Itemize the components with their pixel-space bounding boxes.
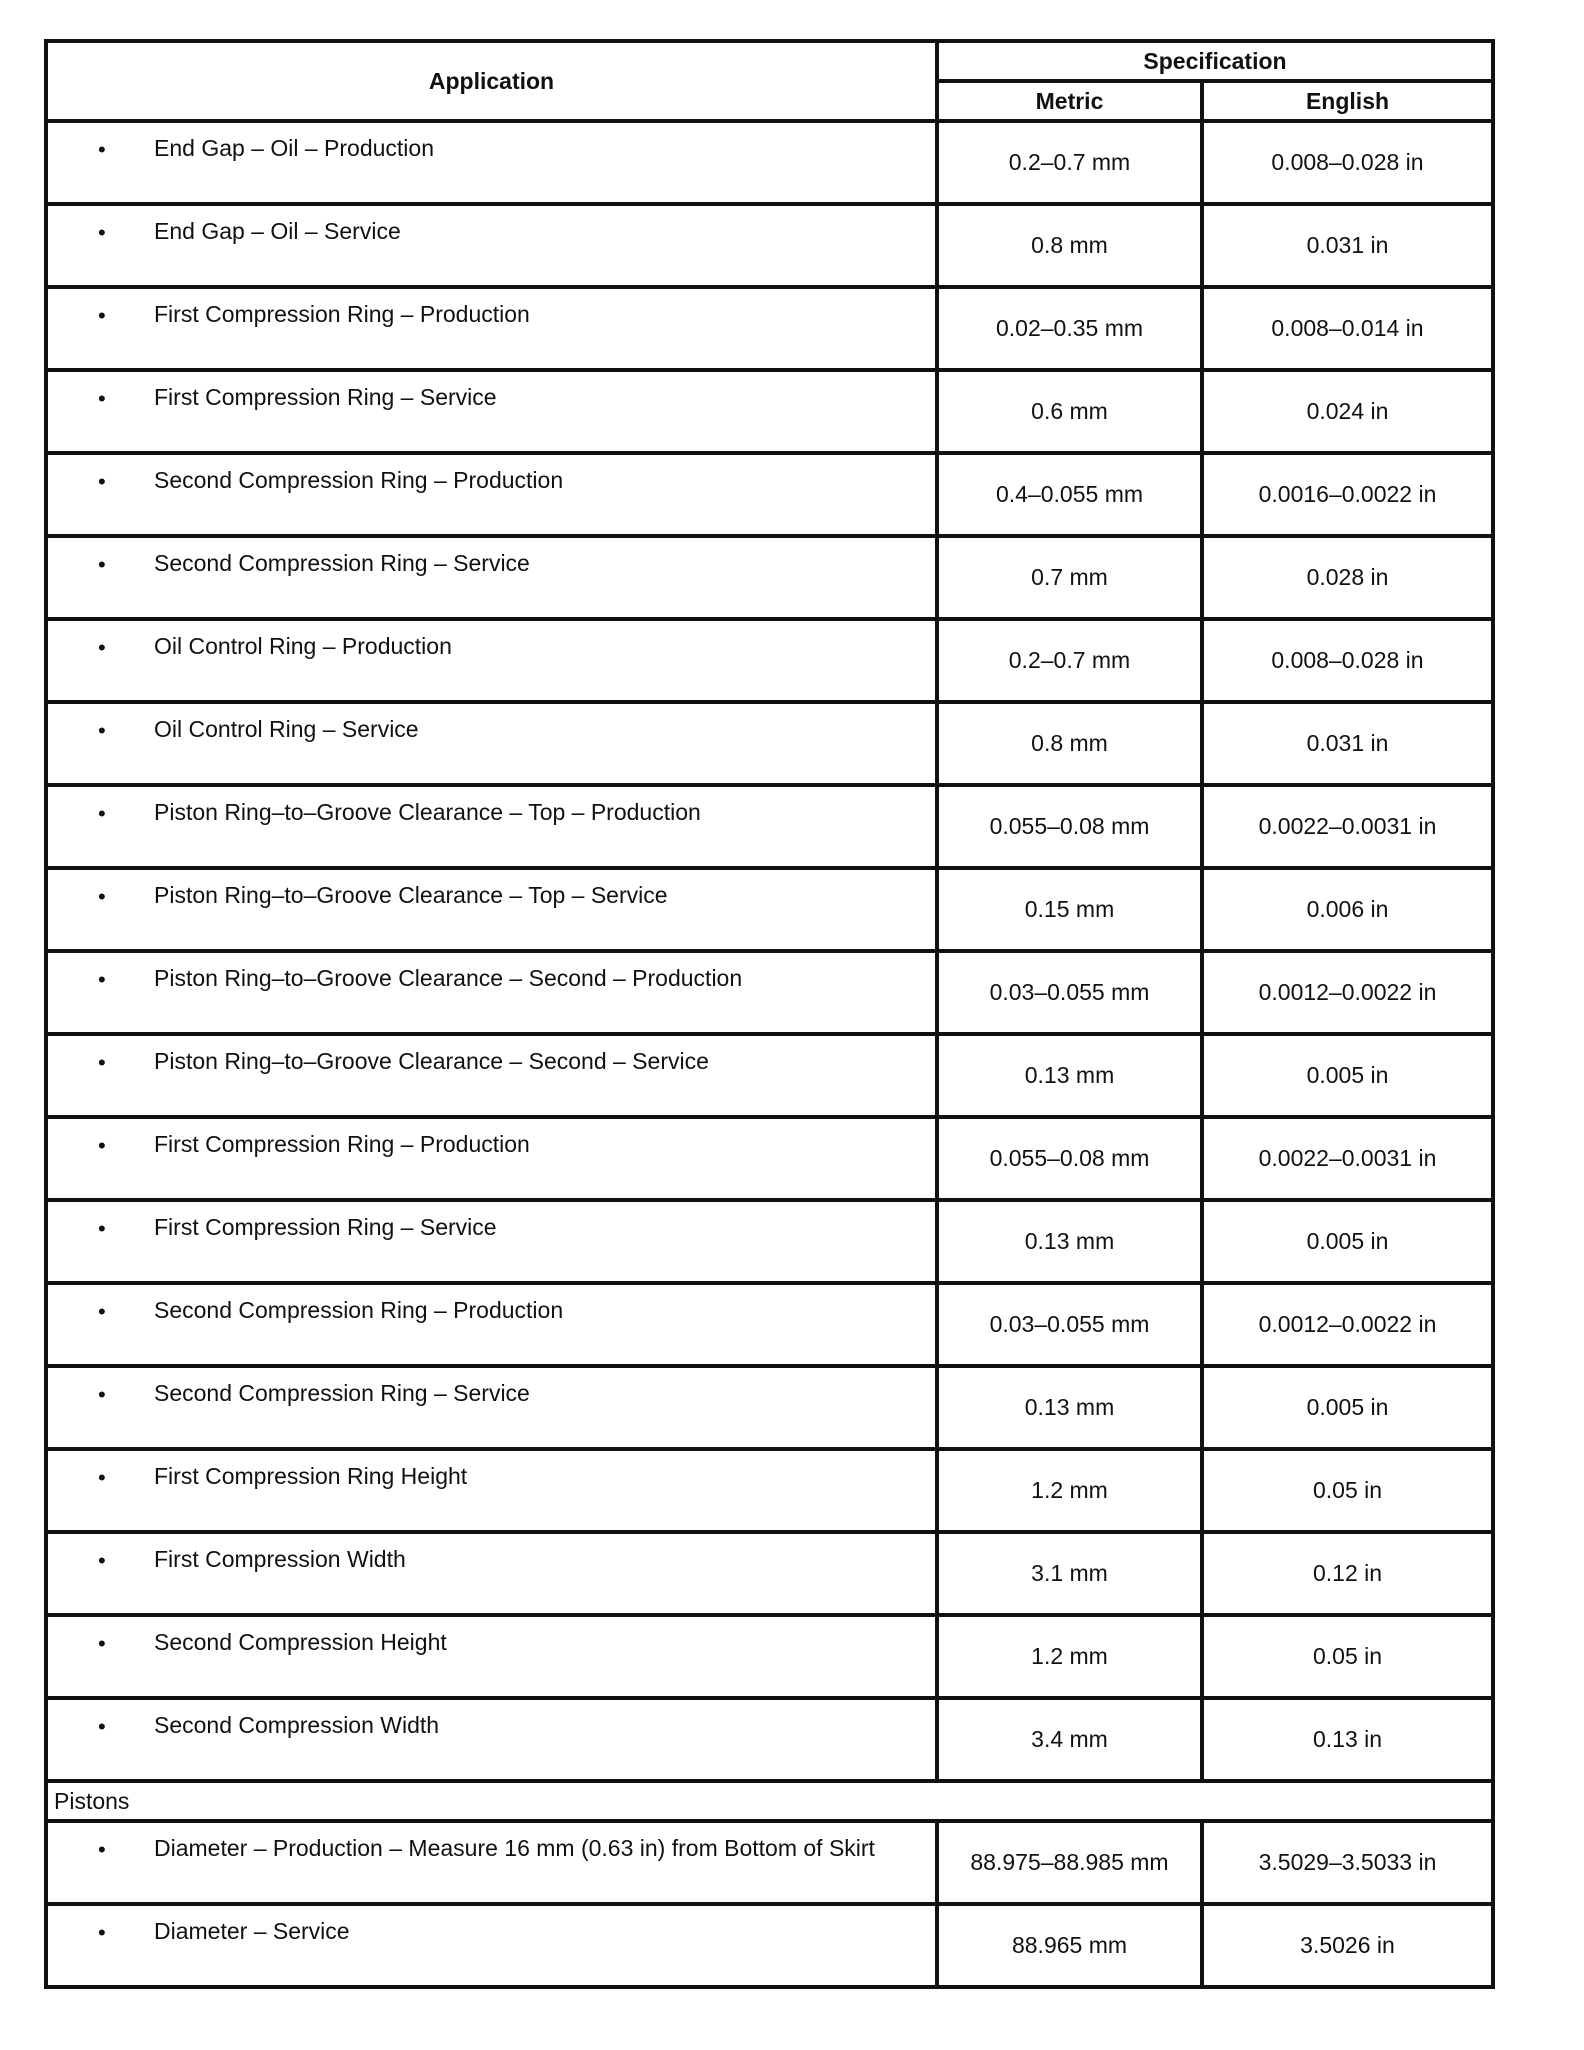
metric-value: 0.8 mm xyxy=(937,702,1202,785)
metric-value: 88.965 mm xyxy=(937,1904,1202,1987)
bullet-icon: • xyxy=(98,1714,106,1739)
bullet-icon: • xyxy=(98,1050,106,1075)
metric-value: 0.2–0.7 mm xyxy=(937,619,1202,702)
application-text: Oil Control Ring – Service xyxy=(154,716,419,742)
application-text: Second Compression Ring – Service xyxy=(154,1380,530,1406)
bullet-icon: • xyxy=(98,386,106,411)
english-value: 0.024 in xyxy=(1202,370,1493,453)
english-value: 0.008–0.028 in xyxy=(1202,121,1493,204)
metric-value: 0.13 mm xyxy=(937,1034,1202,1117)
application-cell xyxy=(46,702,937,785)
bullet-icon: • xyxy=(98,469,106,494)
application-text: Piston Ring–to–Groove Clearance – Second – Service xyxy=(154,1048,709,1074)
application-text: First Compression Ring – Production xyxy=(154,301,530,327)
application-text: First Compression Ring – Service xyxy=(154,1214,497,1240)
table-row xyxy=(46,619,1493,702)
bullet-icon: • xyxy=(98,635,106,660)
english-value: 0.0012–0.0022 in xyxy=(1202,951,1493,1034)
table-row xyxy=(46,1117,1493,1200)
bullet-icon: • xyxy=(98,801,106,826)
table-row xyxy=(46,1283,1493,1366)
table-row xyxy=(46,868,1493,951)
english-value: 0.0022–0.0031 in xyxy=(1202,1117,1493,1200)
bullet-icon: • xyxy=(98,1382,106,1407)
metric-value: 0.02–0.35 mm xyxy=(937,287,1202,370)
application-cell xyxy=(46,1283,937,1366)
english-value: 0.006 in xyxy=(1202,868,1493,951)
bullet-icon: • xyxy=(98,1133,106,1158)
table-row xyxy=(46,453,1493,536)
table-row xyxy=(46,1698,1493,1781)
table-row xyxy=(46,370,1493,453)
bullet-icon: • xyxy=(98,1920,106,1945)
english-value: 0.05 in xyxy=(1202,1615,1493,1698)
bullet-icon: • xyxy=(98,1216,106,1241)
english-value: 0.031 in xyxy=(1202,204,1493,287)
english-value: 0.12 in xyxy=(1202,1532,1493,1615)
metric-value: 88.975–88.985 mm xyxy=(937,1821,1202,1904)
header-application: Application xyxy=(46,41,937,121)
application-text: Second Compression Ring – Production xyxy=(154,467,564,493)
section-title: Pistons xyxy=(46,1781,1493,1821)
bullet-icon: • xyxy=(98,884,106,909)
header-specification: Specification xyxy=(937,41,1493,81)
header-metric: Metric xyxy=(937,81,1202,121)
application-text: End Gap – Oil – Service xyxy=(154,218,401,244)
table-row xyxy=(46,1904,1493,1987)
table-row xyxy=(46,1821,1493,1904)
table-row xyxy=(46,1449,1493,1532)
application-text: Second Compression Width xyxy=(154,1712,440,1738)
metric-value: 1.2 mm xyxy=(937,1449,1202,1532)
spec-table xyxy=(44,39,1495,1989)
english-value: 0.13 in xyxy=(1202,1698,1493,1781)
metric-value: 0.7 mm xyxy=(937,536,1202,619)
application-cell xyxy=(46,1532,937,1615)
table-row xyxy=(46,1034,1493,1117)
table-row xyxy=(46,785,1493,868)
bullet-icon: • xyxy=(98,718,106,743)
application-cell xyxy=(46,785,937,868)
application-text: Piston Ring–to–Groove Clearance – Second – Production xyxy=(154,965,743,991)
application-text: Oil Control Ring – Production xyxy=(154,633,452,659)
bullet-icon: • xyxy=(98,220,106,245)
bullet-icon: • xyxy=(98,967,106,992)
application-text: Diameter – Production – Measure 16 mm (0.63 in) from Bottom of Skirt xyxy=(154,1835,875,1861)
table-row xyxy=(46,702,1493,785)
english-value: 0.005 in xyxy=(1202,1366,1493,1449)
application-text: Second Compression Ring – Production xyxy=(154,1297,564,1323)
table-row xyxy=(46,1615,1493,1698)
bullet-icon: • xyxy=(98,1465,106,1490)
application-cell xyxy=(46,1117,937,1200)
application-cell xyxy=(46,370,937,453)
metric-value: 0.8 mm xyxy=(937,204,1202,287)
application-cell xyxy=(46,204,937,287)
english-value: 0.0022–0.0031 in xyxy=(1202,785,1493,868)
application-text: First Compression Ring – Production xyxy=(154,1131,530,1157)
metric-value: 0.6 mm xyxy=(937,370,1202,453)
table-row xyxy=(46,121,1493,204)
english-value: 0.0016–0.0022 in xyxy=(1202,453,1493,536)
metric-value: 0.055–0.08 mm xyxy=(937,1117,1202,1200)
english-value: 0.008–0.028 in xyxy=(1202,619,1493,702)
table-row xyxy=(46,1200,1493,1283)
table-row xyxy=(46,1366,1493,1449)
metric-value: 0.4–0.055 mm xyxy=(937,453,1202,536)
application-cell xyxy=(46,1698,937,1781)
table-row xyxy=(46,536,1493,619)
application-cell xyxy=(46,1034,937,1117)
metric-value: 0.2–0.7 mm xyxy=(937,121,1202,204)
bullet-icon: • xyxy=(98,303,106,328)
metric-value: 3.1 mm xyxy=(937,1532,1202,1615)
application-cell xyxy=(46,536,937,619)
metric-value: 3.4 mm xyxy=(937,1698,1202,1781)
metric-value: 0.055–0.08 mm xyxy=(937,785,1202,868)
english-value: 0.008–0.014 in xyxy=(1202,287,1493,370)
header-english: English xyxy=(1202,81,1493,121)
english-value: 0.0012–0.0022 in xyxy=(1202,1283,1493,1366)
application-cell xyxy=(46,1366,937,1449)
application-cell xyxy=(46,619,937,702)
application-text: First Compression Ring Height xyxy=(154,1463,468,1489)
english-value: 0.05 in xyxy=(1202,1449,1493,1532)
application-cell xyxy=(46,287,937,370)
english-value: 3.5029–3.5033 in xyxy=(1202,1821,1493,1904)
application-text: Diameter – Service xyxy=(154,1918,350,1944)
application-cell xyxy=(46,1200,937,1283)
application-text: End Gap – Oil – Production xyxy=(154,135,434,161)
table-row xyxy=(46,204,1493,287)
bullet-icon: • xyxy=(98,137,106,162)
bullet-icon: • xyxy=(98,1631,106,1656)
application-text: Piston Ring–to–Groove Clearance – Top – Service xyxy=(154,882,668,908)
application-cell xyxy=(46,951,937,1034)
english-value: 0.005 in xyxy=(1202,1034,1493,1117)
english-value: 0.005 in xyxy=(1202,1200,1493,1283)
metric-value: 0.13 mm xyxy=(937,1200,1202,1283)
table-row xyxy=(46,951,1493,1034)
application-text: First Compression Ring – Service xyxy=(154,384,497,410)
application-cell xyxy=(46,121,937,204)
metric-value: 0.03–0.055 mm xyxy=(937,951,1202,1034)
bullet-icon: • xyxy=(98,1299,106,1324)
metric-value: 0.13 mm xyxy=(937,1366,1202,1449)
application-cell xyxy=(46,1615,937,1698)
bullet-icon: • xyxy=(98,552,106,577)
english-value: 0.028 in xyxy=(1202,536,1493,619)
application-text: Piston Ring–to–Groove Clearance – Top – Production xyxy=(154,799,701,825)
section-row xyxy=(46,1781,1493,1821)
application-cell xyxy=(46,453,937,536)
metric-value: 0.15 mm xyxy=(937,868,1202,951)
application-text: Second Compression Ring – Service xyxy=(154,550,530,576)
bullet-icon: • xyxy=(98,1837,106,1862)
application-cell xyxy=(46,1821,937,1904)
table-row xyxy=(46,287,1493,370)
application-cell xyxy=(46,1904,937,1987)
english-value: 0.031 in xyxy=(1202,702,1493,785)
bullet-icon: • xyxy=(98,1548,106,1573)
application-cell xyxy=(46,868,937,951)
metric-value: 0.03–0.055 mm xyxy=(937,1283,1202,1366)
application-cell xyxy=(46,1449,937,1532)
english-value: 3.5026 in xyxy=(1202,1904,1493,1987)
metric-value: 1.2 mm xyxy=(937,1615,1202,1698)
application-text: Second Compression Height xyxy=(154,1629,447,1655)
application-text: First Compression Width xyxy=(154,1546,406,1572)
table-row xyxy=(46,1532,1493,1615)
